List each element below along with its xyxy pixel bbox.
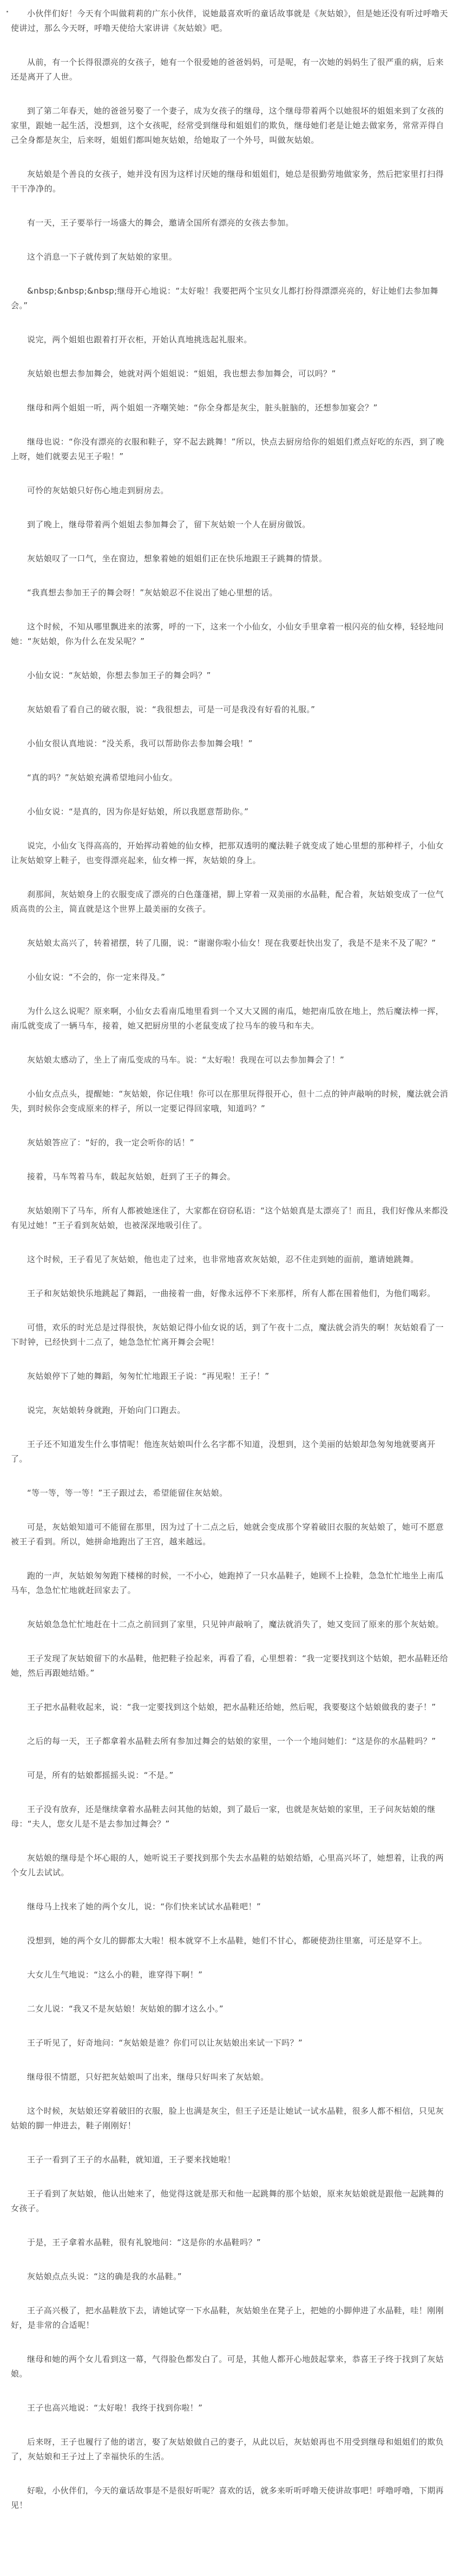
story-paragraph: 说完，小仙女飞得高高的，开始挥动着她的仙女棒，把那双透明的魔法鞋子就变成了她心里想的那种样子，小仙女让灰姑娘穿上鞋子，也变得漂亮起来，仙女棒一挥，灰姑娘的身上。 [11, 841, 444, 865]
story-paragraph: 为什么这么说呢？原来啊，小仙女去看南瓜地里看到一个又大又圆的南瓜，她把南瓜放在地上，然后魔法棒一挥，南瓜就变成了一辆马车，接着，她又把厨房里的小老鼠变成了拉马车的骏马和车夫。 [11, 1006, 444, 1031]
story-paragraph: 小仙女说：“灰姑娘，你想去参加王子的舞会吗？” [27, 670, 211, 680]
story-paragraph: 大女儿生气地说：“这么小的鞋，谁穿得下啊！” [27, 1970, 203, 1980]
story-paragraph: 灰姑娘点点头说：“这的确是我的水晶鞋。” [27, 2272, 182, 2281]
story-paragraph: 灰姑娘太感动了，坐上了南瓜变成的马车。说：“太好啦！我现在可以去参加舞会了！” [27, 1055, 345, 1065]
story-paragraph: 可怜的灰姑娘只好伤心地走到厨房去。 [27, 486, 169, 495]
story-paragraph: 小仙女说：“不会的，你一定来得及。” [27, 972, 166, 982]
story-paragraph: 王子听见了，好奇地问：“灰姑娘是谁？你们可以让灰姑娘出来试一下吗？” [27, 2038, 303, 2048]
story-paragraph: 之后的每一天，王子都拿着水晶鞋去所有参加过舞会的姑娘的家里，一个一个地问她们：“这是你的水晶鞋吗？” [27, 1736, 436, 1746]
story-paragraph: 二女儿说：“我又不是灰姑娘！灰姑娘的脚才这么小。” [27, 2004, 224, 2014]
story-paragraphs [11, 6, 449, 2513]
story-paragraph: 王子看到了灰姑娘，他认出她来了，他觉得这就是那天和他一起跳舞的那个姑娘，原来灰姑娘就是跟他一起跳舞的女孩子。 [11, 2189, 444, 2213]
story-paragraph: 王子和灰姑娘快乐地跳起了舞蹈，一曲接着一曲，好像永远停不下来那样，所有人都在围着他们，为他们喝彩。 [27, 1289, 436, 1298]
story-paragraph: 有一天，王子要举行一场盛大的舞会，邀请全国所有漂亮的女孩去参加。 [27, 218, 294, 228]
story-paragraph: 刹那间，灰姑娘身上的衣服变成了漂亮的白色蓬蓬裙，脚上穿着一双美丽的水晶鞋，配合着，灰姑娘变成了一位气质高贵的公主，简直就是这个世界上最美丽的女孩子。 [11, 889, 444, 914]
story-paragraph: 灰姑娘太高兴了，转着裙摆，转了几圈，说：“谢谢你啦小仙女！现在我要赶快出发了，我是不是来不及了呢？” [27, 938, 436, 948]
story-paragraph: 灰姑娘急急忙忙地赶在十二点之前回到了家里，只见钟声敲响了，魔法就消失了，她又变回了原来的那个灰姑娘。 [27, 1619, 444, 1629]
story-paragraph: 灰姑娘刚下了马车，所有人都被她迷住了，大家都在窃窃私语：“这个姑娘真是太漂亮了！而且，我们好像从来都没有见过她！”王子看到灰姑娘，也被深深地吸引住了。 [11, 1206, 449, 1230]
story-paragraph: 说完，灰姑娘转身就跑，开始向门口跑去。 [27, 1405, 186, 1415]
story-paragraph: 可是，灰姑娘知道可不能留在那里，因为过了十二点之后，她就会变成那个穿着破旧衣服的灰姑娘了，她可不愿意被王子看到。所以，她拼命地跑出了王宫，越来越远。 [11, 1522, 444, 1546]
story-paragraph: 灰姑娘叹了一口气，坐在窗边，想象着她的姐姐们正在快乐地跟王子跳舞的情景。 [27, 554, 327, 563]
story-paragraph: 继母很不情愿，只好把灰姑娘叫了出来，继母只好叫来了灰姑娘。 [27, 2072, 269, 2082]
story-paragraph: 这个消息一下子就传到了灰姑娘的家里。 [27, 252, 178, 262]
story-paragraph: 王子发现了灰姑娘留下的水晶鞋，他把鞋子捡起来，再看了看，心里想着：“我一定要找到这个姑娘，把水晶鞋还给她，然后再跟她结婚。” [11, 1654, 449, 1678]
story-paragraph: “等一等，等一等！”王子跟过去，希望能留住灰姑娘。 [27, 1488, 228, 1498]
story-paragraph: 王子把水晶鞋收起来，说：“我一定要找到这个姑娘，把水晶鞋还给她，然后呢，我要娶这个姑娘做我的妻子！” [27, 1702, 436, 1712]
story-paragraph: 跑的一声，灰姑娘匆匆跑下楼梯的时候，一不小心，她跑掉了一只水晶鞋子，她顾不上捡鞋，急急忙忙地坐上南瓜马车，急急忙忙地就赶回家去了。 [11, 1571, 444, 1595]
story-paragraph: 小伙伴们好！今天有个叫做莉莉的广东小伙伴，说她最喜欢听的童话故事就是《灰姑娘》，但是她还没有听过呼噜天使讲过，那么今天呀，呼噜天使给大家讲讲《灰姑娘》吧。 [11, 9, 448, 33]
story-paragraph: 到了晚上，继母带着两个姐姐去参加舞会了，留下灰姑娘一个人在厨房做饭。 [27, 520, 311, 529]
story-paragraph: 小仙女点点头，提醒她：“灰姑娘，你记住哦！你可以在那里玩得很开心，但十二点的钟声敲响的时候，魔法就会消失，到时候你会变成原来的样子，所以一定要记得回家哦，知道吗？” [11, 1089, 449, 1113]
story-paragraph: 灰姑娘答应了：“好的，我一定会听你的话！” [27, 1138, 194, 1147]
story-paragraph: 从前，有一个长得很漂亮的女孩子，她有一个很爱她的爸爸妈妈，可是呢，有一次她的妈妈生了很严重的病，后来还是离开了人世。 [11, 57, 444, 82]
story-paragraph: 王子高兴极了，把水晶鞋放下去，请她试穿一下水晶鞋，灰姑娘坐在凳子上，把她的小脚伸进了水晶鞋，哇！刚刚好，是非常的合适呢！ [11, 2306, 444, 2330]
story-paragraph: 小仙女说：“是真的，因为你是好姑娘，所以我愿意帮助你。” [27, 807, 249, 816]
story-paragraph: 于是，王子拿着水晶鞋，很有礼貌地问：“这是你的水晶鞋吗？” [27, 2238, 261, 2247]
story-paragraph: &nbsp;&nbsp;&nbsp;继母开心地说：“太好啦！我要把两个宝贝女儿都打扮得漂漂亮亮的，好让她们去参加舞会。” [11, 286, 438, 310]
story-paragraph: 这个时候，王子看见了灰姑娘，他也走了过来，也非常地喜欢灰姑娘，忍不住走到她的面前，邀请她跳舞。 [27, 1254, 419, 1264]
story-paragraph: 继母也说：“你没有漂亮的衣服和鞋子，穿不起去跳舞！”所以，快点去厨房给你的姐姐们煮点好吃的东西，到了晚上呀，她们就要去见王子啦！” [11, 437, 444, 461]
story-paragraph: “真的吗？”灰姑娘充满希望地问小仙女。 [27, 773, 178, 782]
story-paragraph: 王子没有放弃，还是继续拿着水晶鞋去问其他的姑娘，到了最后一家，也就是灰姑娘的家里，王子问灰姑娘的继母：“夫人，您女儿是不是去参加过舞会？” [11, 1804, 436, 1829]
bullet-dot-icon [6, 11, 8, 12]
story-paragraph: 灰姑娘看了看自己的破衣服，说：“我很想去，可是一可是我没有好看的礼服。” [27, 705, 316, 714]
story-paragraph: 可是，所有的姑娘都摇摇头说：“不是。” [27, 1770, 174, 1780]
story-paragraph: 继母和两个姐姐一听，两个姐姐一齐嘲笑她：“你全身都是灰尘，脏头脏脑的，还想参加宴会？” [27, 403, 378, 413]
story-paragraph: “我真想去参加王子的舞会呀！”灰姑娘忍不住说出了她心里想的话。 [27, 588, 278, 597]
story-paragraph: 到了第二年春天，她的爸爸另娶了一个妻子，成为女孩子的继母，这个继母带着两个以她很坏的姐姐来到了女孩的家里，跟她一起生活，没想到，这个女孩呢，经常受到继母和姐姐们的欺负，继母她们老是让她去做家务，常常弄得自己全身都是灰尘，后来呀，姐姐们都叫她灰姑娘，给她取了一个外号，叫做灰姑娘。 [11, 106, 444, 145]
story-paragraph: 继母和她的两个女儿看到这一幕，气得脸色都发白了。可是，其他人都开心地鼓起掌来，恭喜王子终于找到了灰姑娘。 [11, 2354, 444, 2379]
story-paragraph: 说完，两个姐姐也跟着打开衣柜，开始认真地挑选起礼服来。 [27, 335, 252, 344]
story-paragraph: 没想到，她的两个女儿的脚都太大啦！根本就穿不上水晶鞋，她们不甘心，都硬使劲往里塞，可还是穿不上。 [27, 1936, 428, 1946]
story-paragraph: 王子一看到了王子的水晶鞋，就知道，王子要来找她啦！ [27, 2155, 236, 2165]
story-paragraph: 后来呀，王子也履行了他的诺言，娶了灰姑娘做自己的妻子，从此以后，灰姑娘再也不用受到继母和姐姐们的欺负了，灰姑娘和王子过上了幸福快乐的生活。 [11, 2437, 444, 2461]
story-paragraph: 这个时候，不知从哪里飘进来的浓雾，呼的一下，这来一个小仙女，小仙女手里拿着一根闪亮的仙女棒，轻轻地问她：“灰姑娘，你为什么在发呆呢？” [11, 622, 444, 646]
story-paragraph: 灰姑娘是个善良的女孩子，她并没有因为这样讨厌她的继母和姐姐们，她总是很勤劳地做家务，然后把家里打扫得干干净净的。 [11, 169, 444, 194]
story-paragraph: 灰姑娘的继母是个坏心眼的人，她听说王子要找到那个失去水晶鞋的姑娘结婚，心里高兴坏了，她想着，让我的两个女儿去试试。 [11, 1853, 444, 1877]
story-paragraph: 这个时候，灰姑娘还穿着破旧的衣服，脸上也满是灰尘，但王子还是让她试一试水晶鞋，很多人都不相信，只见灰姑娘的脚一伸进去，鞋子刚刚好！ [11, 2106, 444, 2130]
story-paragraph: 王子也高兴地说：“太好啦！我终于找到你啦！” [27, 2403, 203, 2413]
story-paragraph: 灰姑娘也想去参加舞会，她就对两个姐姐说：“姐姐，我也想去参加舞会，可以吗？” [27, 369, 336, 379]
story-paragraph: 接着，马车驾着马车，载起灰姑娘，赶到了王子的舞会。 [27, 1172, 236, 1181]
story-paragraph: 继母马上找来了她的两个女儿，说：“你们快来试试水晶鞋吧！” [27, 1902, 261, 1911]
story-paragraph: 小仙女很认真地说：“没关系，我可以帮助你去参加舞会哦！” [27, 739, 253, 748]
story-paragraph: 可惜，欢乐的时光总是过得很快，灰姑娘记得小仙女说的话，到了午夜十二点，魔法就会消失的啊！灰姑娘看了一下时钟，已经快到十二点了，她急急忙忙离开舞会会呢！ [11, 1323, 444, 1347]
story-paragraph: 灰姑娘停下了她的舞蹈，匆匆忙忙地跟王子说：“再见啦！王子！” [27, 1371, 270, 1381]
story-paragraph: 王子还不知道发生什么事情呢！他连灰姑娘叫什么名字都不知道，没想到，这个美丽的姑娘却急匆匆地就要离开了。 [11, 1439, 436, 1464]
story-paragraph: 好啦，小伙伴们，今天的童话故事是不是很好听呢？喜欢的话，就多来听听呼噜天使讲故事吧！呼噜呼噜，下期再见！ [11, 2486, 444, 2510]
